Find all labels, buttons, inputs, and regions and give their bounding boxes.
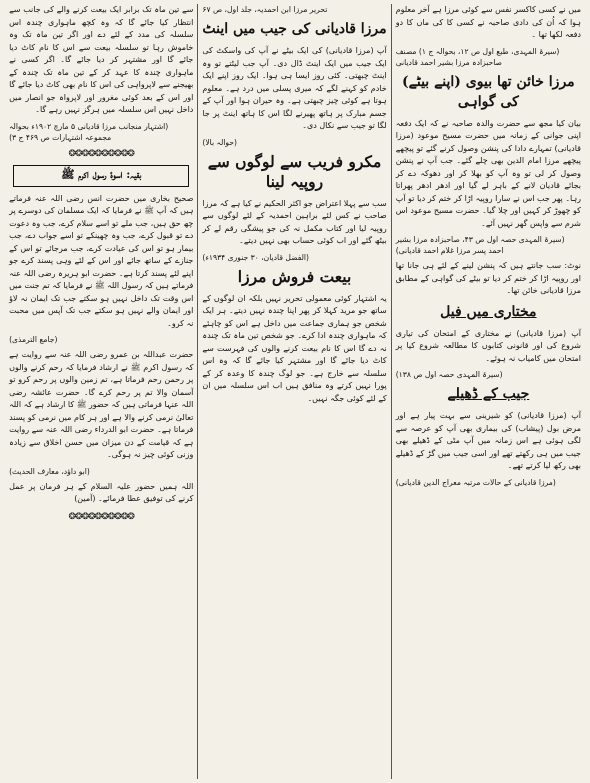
column-left — [5, 4, 198, 779]
chain-ornament-top: ❂❂❂❂❂❂❂❂❂❂ — [68, 148, 134, 159]
body-khain: بیان کیا مجھ سے حضرت والدہ صاحبہ نے کہ ایک دفعہ اپنی جوانی کے زمانہ میں حضرت مسیح موعود (مرزا قادیانی) تمہارے دادا کی پنشن وصول کرنے گئے تو پیچھے پیچھے مرزا امام الدین بھی چلے گئے۔ جب آپ نے پنشن وصول کر لی تو وہ آپ کو بھلا کر اور دھوکہ دے کر بجائے قادیان لانے کے باہر لے گیا اور ادھر ادھر پھراتا رہا۔ پھر جب اس نے سارا روپیہ اڑا کر ختم کر دیا تو آپ کو چھوڑ کر کہیں اور چلا گیا۔ حضرت مسیح موعود اس شرم سے واپس گھر نہیں آئے۔ — [395, 118, 581, 228]
body-uswa-2-reference: (ابو داؤد، معارف الحدیث) — [9, 466, 90, 476]
heading-makr: مکرو فریب سے لوگوں سے روپیہ لینا — [207, 151, 382, 191]
body-eent: آپ (مرزا قادیانی) کی ایک بیٹے نے آپ کی واسکٹ کی ایک جیب میں ایک اینٹ ڈال دی۔ آپ جب لیٹتے تو وہ اینٹ چبھتی۔ کئی روز ایسا ہی ہوا۔ ایک روز اپنے ایک خادم کو کہنے لگے کہ میری پسلی میں درد ہے۔ معلوم ہوتا ہے کوئی چیز چبھتی ہے۔ وہ حیران ہوا اور آپ کے جسم مبارک پر ہاتھ پھیرنے لگا اس کا ہاتھ اینٹ پر جا لگا تو جیب سے نکال دی۔ — [202, 46, 387, 130]
body-khain-reference: (سیرۃ المہدی حصہ اول ص ۴۳، صاحبزادہ مرزا بشیر احمد پسر مرزا غلام احمد قادیانی) — [395, 235, 565, 255]
body-mukhtari: آپ (مرزا قادیانی) نے مختاری کے امتحان کی تیاری شروع کی اور قانونی کتابوں کا مطالعہ شروع کیا پر امتحان میں کامیاب نہ ہوئے۔ — [395, 328, 581, 363]
body-uswa-2: حضرت عبداللہ بن عمرو رضی اللہ عنہ سے روایت ہے کہ رسول اکرم ﷺ نے ارشاد فرمایا کہ رحم کرنے والوں پر رحمن رحم فرماتا ہے، تم زمین والوں پر رحم کرو تو آسمان والا تم پر رحم کرے گا۔ حضرت عائشہ رضی اللہ عنہا فرماتی ہیں کہ حضور ﷺ کا ارشاد ہے کہ اللہ تعالیٰ نرمی کرنے والا ہے اور ہر کام میں نرمی کو پسند فرماتا ہے۔ حضرت ابو الدرداء رضی اللہ عنہ سے روایت ہے کہ قیامت کے دن میزان میں حسن اخلاق سے زیادہ وزنی کوئی چیز نہ ہوگی۔ — [9, 350, 194, 459]
body-uswa-reference: (جامع الترمذی) — [9, 335, 58, 344]
body-bait: یہ اشتہار کوئی معمولی تحریر نہیں بلکہ ان لوگوں کے ساتھ جو مرید کہلا کر پھر اپنا چندہ نہیں دیتے۔ ہر ایک شخص جو ہماری جماعت میں داخل ہے اس کو چاہئے کہ ماہواری چندہ ادا کرے۔ جو شخص تین ماہ تک چندہ نہ دے گا اس کا نام بیعت کرنے والوں کی فہرست سے کاٹ دیا جائے گا اور مشتہر کیا جائے گا کہ وہ اس سلسلہ سے خارج ہے۔ جو لوگ چندہ کا وعدہ کر کے پورا نہیں کرتے وہ منافق ہیں اب اس سلسلہ میں ان کے لئے کوئی جگہ نہیں۔ — [202, 293, 387, 403]
heading-jeb: جیب کے ڈھیلے — [447, 386, 530, 402]
chain-ornament-bottom: ❂❂❂❂❂❂❂❂❂❂ — [68, 511, 134, 522]
body-makr: سب سے پہلا اعتراض جو اکثر الحکیم نے کیا ہے کہ مرزا صاحب نے کس لئے براہین احمدیہ کے لئے لوگوں سے روپیہ لیا اور کتاب مکمل نہ کی جو پیشگی رقم لے کر بیٹھ گئے اور اب کوئی حساب بھی نہیں دیتے۔ — [202, 198, 387, 245]
body-jeb: آپ (مرزا قادیانی) کو شیرینی سے بہت پیار ہے اور مرض بول (پیشاب) کی بیماری بھی آپ کو عرصہ سے لگی ہوئی ہے اس زمانہ میں آپ مٹی کے ڈھیلے بھی جیب میں ہی رکھتے تھے اور اسی جیب میں گڑ کے ڈھیلے بھی رکھ لیا کرتے تھے۔ — [395, 411, 581, 470]
body-jeb-reference: (مرزا قادیانی کے حالات مرتبہ معراج الدین قادیانی) — [395, 477, 556, 487]
intro-paragraph: میں نے کسی کاکسر نفس سے کوئی مرزا ہے آخر معلوم ہوا کہ اُن کی دادی صاحبہ نے کسی کا کی ماں کا دو دفعہ لکھا تھا ۔ — [395, 5, 581, 39]
boxed-heading: بقیہ: اسوۂ رسول اکرم ﷺ — [13, 165, 189, 187]
top-reference: تحریر مرزا ابن احمدیہ، جلد اول، ص ۶۷ — [202, 5, 328, 14]
heading-khain: مرزا خائن تھا بیوی (اپنے بیٹے) کی گواہی — [402, 73, 575, 110]
column-middle — [198, 4, 391, 779]
body-eent-reference: (حوالہ بالا) — [202, 137, 237, 147]
closing-prayer: اللہ ہمیں حضور علیہ السلام کے ہر فرمان پر عمل کرنے کی توفیق عطا فرمائے۔ (آمین) — [9, 481, 194, 503]
body-mukhtari-reference: (سیرۃ المہدی حصہ اول ص ۱۳۸) — [395, 370, 503, 379]
column-right — [392, 4, 585, 779]
heading-mukhtari: مختاری میں فیل — [440, 303, 537, 320]
body-makr-reference: (الفضل قادیان، ۳۰ جنوری ۱۹۳۴ء) — [202, 252, 309, 262]
heading-eent: مرزا قادیانی کی جیب میں اینٹ — [202, 21, 387, 37]
heading-bait: بیعت فروش مرزا — [237, 266, 352, 286]
body-uswa: صحیح بخاری میں حضرت انس رضی اللہ عنہ فرماتے ہیں کہ آپ ﷺ نے فرمایا کہ ایک مسلمان کی دوسرے پر چھ حق ہیں، جب ملے تو اسے سلام کرے، جب وہ دعوت دے تو قبول کرے، جب وہ چھینکے تو اسے جواب دے، جب بیمار ہو تو اس کی عیادت کرے، جب مرجائے تو اس کے جنازے کے ساتھ جائے اور اس کے لئے وہی پسند کرے جو اپنے لئے پسند کرتا ہے۔ حضرت ابو ہریرہ رضی اللہ عنہ فرماتے ہیں کہ رسول اللہ ﷺ نے فرمایا کہ تم جنت میں اس وقت تک داخل نہیں ہو سکتے جب تک ایمان نہ لاؤ اور ایمان والے نہیں ہو سکتے جب تک آپس میں محبت نہ کرو۔ — [9, 193, 194, 328]
columns — [5, 4, 585, 779]
intro-reference: (سیرۃ المہدی، طبع اول ص ۱۲، بحوالہ ج ۱) مصنف صاحبزادہ مرزا بشیر احمد قادیانی — [395, 46, 560, 67]
note-paragraph: نوٹ: سب جانتے ہیں کہ پنشن لینے کے لئے ہی جانا تھا اور روپیہ اڑا کر ختم کر دیا تو بیٹے کی گواہی کے مطابق مرزا قادیانی خائن تھا۔ — [395, 261, 581, 295]
top-paragraph-reference: (اشتہار منجانب مرزا قادیانی ۵ مارچ ۱۹۰۲ء بحوالہ مجموعہ اشتہارات ص ۴۶۹ ج ۳) — [9, 121, 169, 142]
top-paragraph: سے تین ماہ تک برابر ایک بیعت کرنے والے کی جانب سے انتظار کیا جائے گا کہ وہ کچھ ماہواری چندہ اس سلسلہ کی مدد کے لئے دے اور اگر تین ماہ تک وہ خاموش رہا تو سلسلہ بیعت سے اس کا نام کاٹ دیا جائے گا اور مشتہر کر دیا جائے گا۔ اگر کسی نے ماہواری چندہ کا عہد کر کے تین ماہ تک چندہ کے بھیجنے سے لاپرواہی کی اس کا نام بھی کاٹ دیا جائے گا اور اس کے بعد کوئی مغرور اور لاپرواہ جو انصار میں داخل نہیں اس سلسلہ میں ہرگز نہیں رہے گا۔ — [9, 5, 194, 114]
